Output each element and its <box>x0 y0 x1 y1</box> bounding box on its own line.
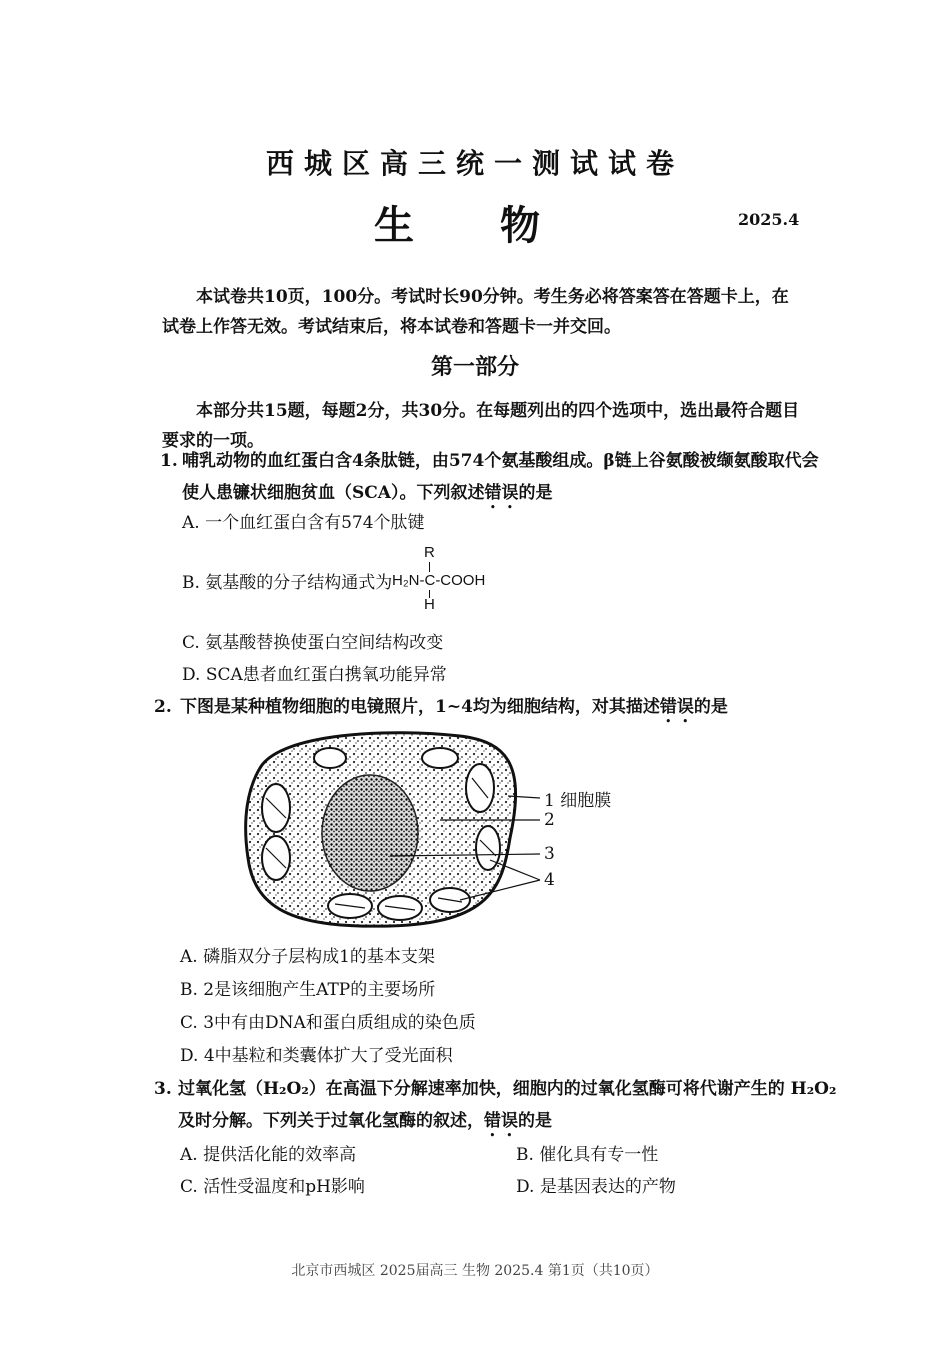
option-d: D. 是基因表达的产物 <box>516 1177 676 1197</box>
exam-date: 2025.4 <box>738 210 800 229</box>
section-description: 本部分共15题，每题2分，共30分。在每题列出的四个选项中，选出最符合题目要求的一项。 <box>162 401 800 451</box>
option-d: D. 4中基粒和类囊体扩大了受光面积 <box>180 1046 453 1066</box>
option-b: B. 氨基酸的分子结构通式为 <box>182 573 393 593</box>
formula-bond <box>429 562 430 572</box>
stem-text: 使人患镰状细胞贫血（SCA）。下列叙述 <box>182 483 485 503</box>
question-stem <box>180 692 728 727</box>
question-stem-line1: 哺乳动物的血红蛋白含4条肽链，由574个氨基酸组成。β链上谷氨酸被缬氨酸取代会 <box>182 451 819 471</box>
subject-title: 生 物 <box>374 202 576 249</box>
option-a: A. 提供活化能的效率高 <box>180 1145 357 1165</box>
label-1-cell-membrane: 1 细胞膜 <box>544 791 612 811</box>
option-a: A. 磷脂双分子层构成1的基本支架 <box>180 947 435 967</box>
cell-micrograph <box>240 728 640 934</box>
question-number: 3. <box>154 1079 172 1099</box>
stem-emphasis: 错误 <box>484 483 519 503</box>
stem-text: 及时分解。下列关于过氧化氢酶的叙述， <box>178 1111 484 1131</box>
question-number: 1. <box>160 451 178 471</box>
stem-emphasis: 错误 <box>484 1111 518 1131</box>
question-stem-line2 <box>178 1106 552 1141</box>
formula-h: H <box>424 596 435 613</box>
option-a: A. 一个血红蛋白含有574个肽键 <box>182 513 425 533</box>
question-stem-line1: 过氧化氢（H₂O₂）在高温下分解速率加快，细胞内的过氧化氢酶可将代谢产生的 H₂O₂ <box>178 1079 837 1099</box>
stem-text: 的是 <box>518 483 553 503</box>
stem-text: 的是 <box>693 697 728 717</box>
label-3: 3 <box>544 844 555 864</box>
formula-r: R <box>424 544 435 561</box>
section-title: 第一部分 <box>430 354 519 380</box>
label-2: 2 <box>544 810 555 830</box>
exam-title: 西城区高三统一测试试卷 <box>265 147 684 180</box>
stem-text: 的是 <box>518 1111 552 1131</box>
option-b: B. 2是该细胞产生ATP的主要场所 <box>180 980 436 1000</box>
stem-emphasis: 错误 <box>659 697 694 717</box>
option-c: C. 活性受温度和pH影响 <box>180 1177 365 1197</box>
option-c: C. 3中有由DNA和蛋白质组成的染色质 <box>180 1013 476 1033</box>
instructions: 本试卷共10页，100分。考试时长90分钟。考生务必将答案答在答题卡上，在试卷上作答无效。考试结束后，将本试卷和答题卡一并交回。 <box>162 287 789 337</box>
label-4: 4 <box>544 870 555 890</box>
option-c: C. 氨基酸替换使蛋白空间结构改变 <box>182 633 444 653</box>
stem-text: 下图是某种植物细胞的电镜照片，1~4均为细胞结构，对其描述 <box>180 697 660 717</box>
formula-main: H₂N-C-COOH <box>392 572 486 589</box>
page-footer: 北京市西城区 2025届高三 生物 2025.4 第1页（共10页） <box>291 1263 659 1279</box>
option-b: B. 催化具有专一性 <box>516 1145 659 1165</box>
option-d: D. SCA患者血红蛋白携氧功能异常 <box>182 665 447 685</box>
question-number: 2. <box>154 697 172 717</box>
